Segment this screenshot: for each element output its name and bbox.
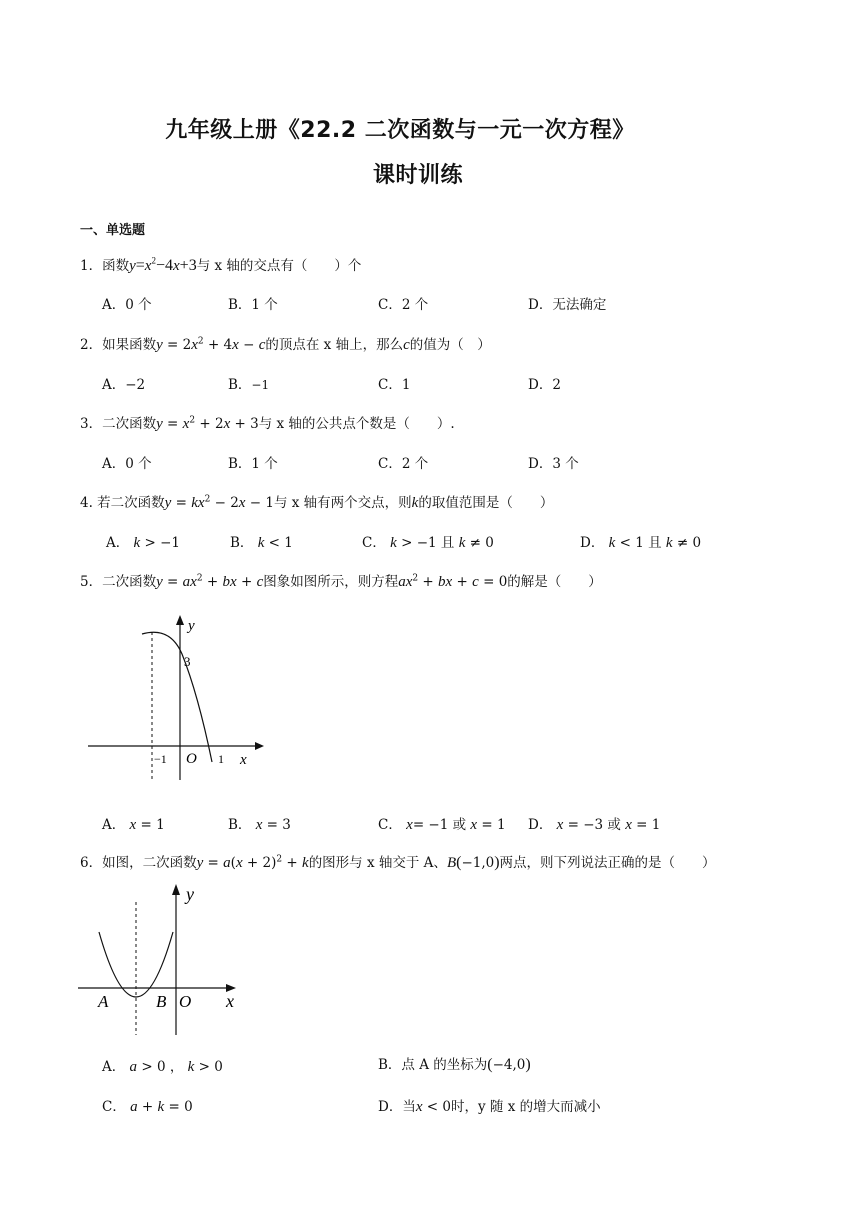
question-5: 5．二次函数$y = ax^2$ + bx + c图象如图所示，则方程$ax^2$ + bx + c = 0的解是（ ） [80, 573, 602, 590]
q6-option-d[interactable]: D．当x < 0时，y 随 x 的增大而减小 [378, 1099, 601, 1115]
x-label: x [240, 752, 247, 768]
point-a-label: A [98, 992, 109, 1011]
label-3: 3 [184, 654, 191, 669]
q3-option-d[interactable]: D．3 个 [528, 456, 579, 472]
label-1: 1 [218, 752, 224, 766]
origin-label: O [186, 751, 197, 767]
q1-option-d[interactable]: D．无法确定 [528, 297, 607, 313]
q4-option-c[interactable]: C． k > −1 且 k ≠ 0 [362, 535, 494, 551]
question-1: 1．函数$y=x^2-4x+3$与 x 轴的交点有（ ）个 [80, 255, 362, 274]
q5-option-d[interactable]: D． x = −3 或 x = 1 [528, 817, 661, 833]
question-3: 3．二次函数$y = x^2 + 2x + 3$与 x 轴的公共点个数是（ ）. [80, 415, 455, 432]
x-label: x [226, 991, 234, 1011]
q6-option-b[interactable]: B．点 A 的坐标为(−4,0) [378, 1056, 531, 1073]
point-b-label: B [156, 992, 167, 1011]
page-title: 九年级上册《22.2 二次函数与一元一次方程》 [165, 118, 635, 143]
q4-option-d[interactable]: D． k < 1 且 k ≠ 0 [580, 535, 702, 551]
q2-option-d[interactable]: D．2 [528, 377, 561, 393]
q5-parabola-graph [80, 612, 270, 784]
q4-option-b[interactable]: B． k < 1 [230, 535, 293, 551]
q5-option-c[interactable]: C． x= −1 或 x = 1 [378, 817, 506, 833]
q4-option-a[interactable]: A． k > −1 [106, 535, 181, 551]
y-label: y [186, 884, 194, 904]
q1-option-a[interactable]: A．0 个 [102, 297, 152, 313]
question-2: 2．如果函数$y = 2x^2 + 4x - c$的顶点在 x 轴上，那么c的值为（ ） [80, 336, 491, 353]
q3-option-b[interactable]: B．1 个 [228, 456, 278, 472]
y-axis-arrow [172, 884, 180, 895]
origin-label: O [179, 992, 192, 1011]
q5-option-b[interactable]: B． x = 3 [228, 817, 291, 833]
y-axis-arrow [176, 615, 184, 625]
q3-option-a[interactable]: A．0 个 [102, 456, 152, 472]
x-axis-arrow [255, 742, 264, 750]
q6-option-a[interactable]: A． a > 0 ， k > 0 [102, 1059, 223, 1075]
q1-option-b[interactable]: B．1 个 [228, 297, 278, 313]
q2-option-b[interactable]: B．−1 [228, 377, 270, 393]
q6-parabola-graph [76, 880, 266, 1040]
label-neg1: −1 [154, 752, 167, 766]
q3-option-c[interactable]: C．2 个 [378, 456, 429, 472]
section-heading: 一、单选题 [80, 223, 146, 238]
page-subtitle: 课时训练 [372, 163, 463, 188]
question-6: 6．如图，二次函数$y = a(x + 2)^2 + k$的图形与 x 轴交于 A、B(−1,0)两点，则下列说法正确的是（ ） [80, 854, 716, 871]
question-4: 4. 若二次函数$y = kx^2 - 2x - 1$与 x 轴有两个交点，则k的取值范围是（ ） [80, 494, 554, 511]
y-label: y [188, 618, 195, 634]
q2-option-a[interactable]: A．−2 [102, 377, 146, 393]
q6-option-c[interactable]: C． a + k = 0 [102, 1099, 193, 1115]
q2-option-c[interactable]: C．1 [378, 377, 411, 393]
q5-option-a[interactable]: A． x = 1 [102, 817, 165, 833]
q1-option-c[interactable]: C．2 个 [378, 297, 429, 313]
